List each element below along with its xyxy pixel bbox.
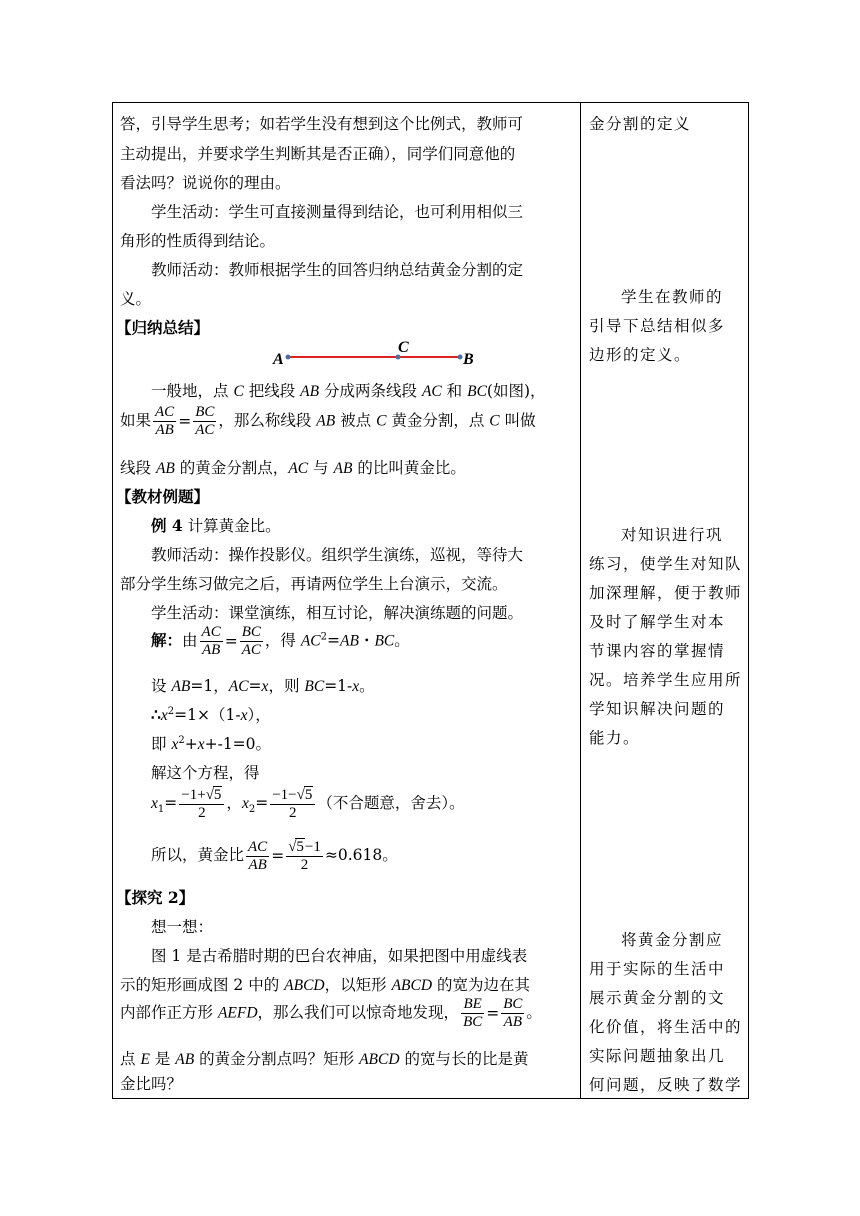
paragraph-line: 教师活动：操作投影仪。组织学生演练，巡视，等待大 <box>151 546 524 564</box>
solution-step-3: 即 $x^2+x+-1=0$。 <box>151 734 272 753</box>
section-heading: 【归纳总结】 <box>116 318 210 337</box>
paragraph-line: 金比吗？ <box>120 1075 183 1093</box>
paragraph-line: 点 E 是 AB 的黄金分割点吗？矩形 ABCD 的宽与长的比是黄 <box>120 1050 529 1068</box>
paragraph-line: 学生活动：课堂演练，相互讨论，解决演练题的问题。 <box>151 604 524 622</box>
golden-ratio-result: 所以，黄金比 $\frac{AC}{AB}$ = $\frac{√5-1}{2}$ ≈0.618。 <box>151 838 398 873</box>
fraction-bc-ac: $\frac{BC}{AC}$ <box>195 404 215 438</box>
paragraph-line: 义。 <box>120 290 152 308</box>
point-c-label: C <box>398 339 409 356</box>
definition-line-1: 一般地，点 C 把线段 AB 分成两条线段 AC 和 BC(如图)， <box>151 382 546 400</box>
paragraph-line: 图 1 是古希腊时期的巴台农神庙，如果把图中用虚线表 <box>151 947 528 965</box>
section-heading: 【探究 2】 <box>116 888 195 907</box>
side-note-line: 学知识解决问题的 <box>589 700 726 718</box>
root-2-fraction: $\frac{-1-√5}{2}$ <box>270 786 315 822</box>
solution-step-2: $\therefore x^2=1\times(1-x)$， <box>151 705 271 724</box>
paragraph-line: 内部作正方形 AEFD，那么我们可以惊奇地发现， $\frac{BE}{BC}$ = $\frac{BC}{AB}$ 。 <box>120 996 542 1030</box>
side-note-line: 展示黄金分割的文 <box>589 989 726 1007</box>
side-note-line: 节课内容的掌握情 <box>589 642 726 660</box>
table-column-divider <box>580 102 581 1099</box>
table-top-border <box>112 102 749 103</box>
side-note-line: 何问题，反映了数学 <box>589 1076 743 1094</box>
paragraph-line: 主动提出，并要求学生判断其是否正确），同学们同意他的 <box>120 145 516 163</box>
paragraph-line: 部分学生练习做完之后，再请两位学生上台演示，交流。 <box>120 575 508 593</box>
side-note-line: 及时了解学生对本 <box>589 613 726 631</box>
side-note-line: 学生在教师的 <box>621 288 724 306</box>
fraction-ac-ab: $\frac{AC}{AB}$ <box>248 838 268 873</box>
solution-roots: $x_1=$ $\frac{-1+√5}{2}$ ，$x_2=$ $\frac{-1-√5}{2}$ （不合题意，舍去）。 <box>151 787 465 821</box>
side-note-line: 实际问题抽象出几 <box>589 1047 726 1065</box>
side-note-line: 加深理解，便于教师 <box>589 584 743 602</box>
example-title: 例 4 计算黄金比。 <box>151 516 281 535</box>
paragraph-line: 答，引导学生思考；如若学生没有想到这个比例式，教师可 <box>120 115 524 133</box>
point-b-marker <box>458 355 463 360</box>
fraction-ac-ab: $\frac{AC}{AB}$ <box>201 624 221 658</box>
table-left-border <box>112 102 113 1099</box>
table-right-border <box>748 102 749 1099</box>
paragraph-line: 学生活动：学生可直接测量得到结论，也可利用相似三 <box>151 203 524 221</box>
definition-line-3: 线段 AB 的黄金分割点，AC 与 AB 的比叫黄金比。 <box>120 459 466 477</box>
golden-ratio-fraction: $\frac{√5-1}{2}$ <box>288 839 321 873</box>
section-heading: 【教材例题】 <box>116 487 210 506</box>
paragraph-line: 示的矩形画成图 2 中的 ABCD，以矩形 ABCD 的宽为边在其 <box>120 976 530 994</box>
side-note-line: 况。培养学生应用所 <box>589 671 743 689</box>
point-a-marker <box>286 355 291 360</box>
fraction-bc-ab: $\frac{BC}{AB}$ <box>503 996 523 1030</box>
table-bottom-border <box>112 1098 749 1099</box>
side-note-line: 化价值，将生活中的 <box>589 1018 743 1036</box>
side-note-line: 引导下总结相似多 <box>589 317 726 335</box>
solution-line: 解：由 $\frac{AC}{AB}$ = $\frac{BC}{AC}$ ，得 $AC^2=AB$・BC。 <box>151 624 410 658</box>
side-note-line: 对知识进行巩 <box>621 526 724 544</box>
definition-line-2: 如果 $\frac{AC}{AB}$ = $\frac{BC}{AC}$ ，那么称线段 AB 被点 C 黄金分割，点 C 叫做 <box>120 404 536 438</box>
root-1-fraction: $\frac{-1+√5}{2}$ <box>179 786 224 822</box>
side-note-line: 金分割的定义 <box>589 115 692 133</box>
fraction-bc-ac: $\frac{BC}{AC}$ <box>241 624 261 658</box>
point-a-label: A <box>273 351 284 368</box>
point-b-label: B <box>463 351 474 368</box>
side-note-line: 能力。 <box>589 729 641 747</box>
paragraph-line: 教师活动：教师根据学生的回答归纳总结黄金分割的定 <box>151 261 524 279</box>
side-note-line: 练习，使学生对知队 <box>589 555 743 573</box>
solution-step-4: 解这个方程，得 <box>151 764 260 782</box>
side-note-line: 用于实际的生活中 <box>589 960 726 978</box>
fraction-ac-ab: $\frac{AC}{AB}$ <box>155 404 175 438</box>
paragraph-line: 看法吗？说说你的理由。 <box>120 174 291 192</box>
paragraph-line: 想一想： <box>151 918 214 936</box>
solution-step-1: 设 AB=1，AC=x，则 BC=1-x。 <box>151 677 375 695</box>
golden-section-segment-figure <box>268 338 488 370</box>
fraction-be-bc: $\frac{BE}{BC}$ <box>463 996 483 1030</box>
paragraph-line: 角形的性质得到结论。 <box>120 232 276 250</box>
side-note-line: 边形的定义。 <box>589 346 692 364</box>
side-note-line: 将黄金分割应 <box>621 931 724 949</box>
